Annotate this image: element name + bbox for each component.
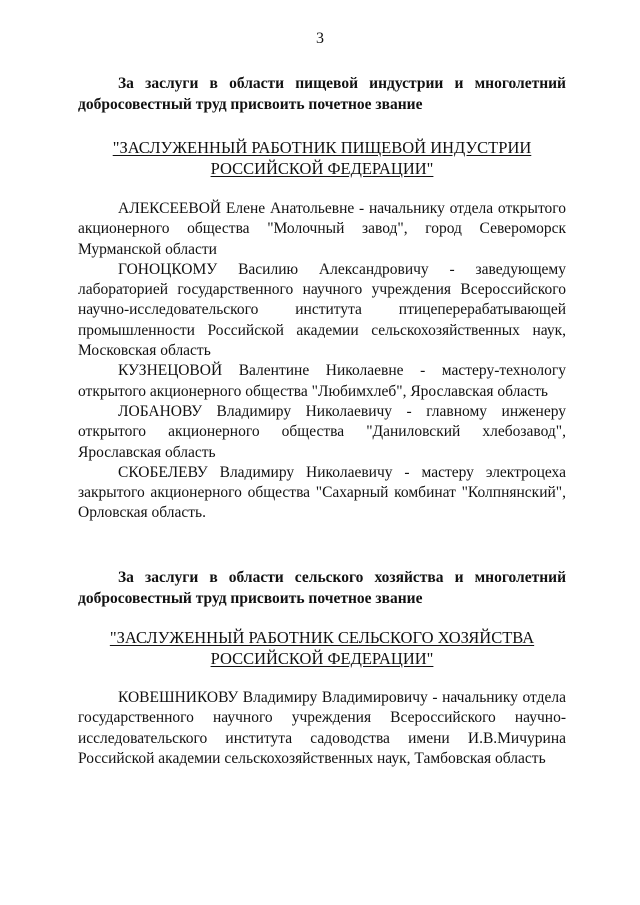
section-intro: За заслуги в области пищевой индустрии и многолетний добросовестный труд присвоить почетное звание	[78, 75, 566, 113]
awardee-list-food-industry	[78, 199, 566, 524]
honorary-title-line: РОССИЙСКОЙ ФЕДЕРАЦИИ"	[210, 649, 434, 668]
awardee-entry: ЛОБАНОВУ Владимиру Николаевичу - главному инженеру открытого акционерного общества "Даниловский хлебозавод", Ярославская область	[78, 402, 566, 461]
intro-block-food-industry	[78, 73, 566, 115]
awardee-entry: ГОНОЦКОМУ Василию Александровичу - заведующему лабораторией государственного научного учреждения Всероссийского научно-исследовательского института птицеперерабатывающей промышленности Российской академии сельскохозяйственных наук, Московская область	[78, 260, 566, 360]
intro-block-agriculture	[78, 567, 566, 609]
title-block-agriculture	[78, 627, 566, 669]
honorary-title-line: "ЗАСЛУЖЕННЫЙ РАБОТНИК ПИЩЕВОЙ ИНДУСТРИИ	[112, 138, 532, 157]
awardee-entry: АЛЕКСЕЕВОЙ Елене Анатольевне - начальнику отдела открытого акционерного общества "Молочный завод", город Североморск Мурманской области	[78, 200, 566, 258]
awardee-entry: КОВЕШНИКОВУ Владимиру Владимировичу - начальнику отдела государственного научного учреждения Всероссийского научно-исследовательского института садоводства имени И.В.Мичурина Российской академии сельскохозяйственных наук, Тамбовская область	[78, 689, 566, 767]
awardee-entry: КУЗНЕЦОВОЙ Валентине Николаевне - мастеру-технологу открытого акционерного общества "Любимхлеб", Ярославская область	[78, 362, 566, 400]
awardee-entry: СКОБЕЛЕВУ Владимиру Николаевичу - мастеру электроцеха закрытого акционерного общества "Сахарный комбинат "Колпнянский", Орловская область.	[78, 463, 566, 522]
page-number: 3	[316, 30, 324, 47]
awardee-list-agriculture	[78, 688, 566, 769]
section-intro: За заслуги в области сельского хозяйства и многолетний добросовестный труд присвоить почетное звание	[78, 569, 566, 607]
title-block-food-industry	[78, 137, 566, 179]
honorary-title-line: РОССИЙСКОЙ ФЕДЕРАЦИИ"	[210, 159, 434, 178]
honorary-title-line: "ЗАСЛУЖЕННЫЙ РАБОТНИК СЕЛЬСКОГО ХОЗЯЙСТВА	[109, 628, 535, 647]
